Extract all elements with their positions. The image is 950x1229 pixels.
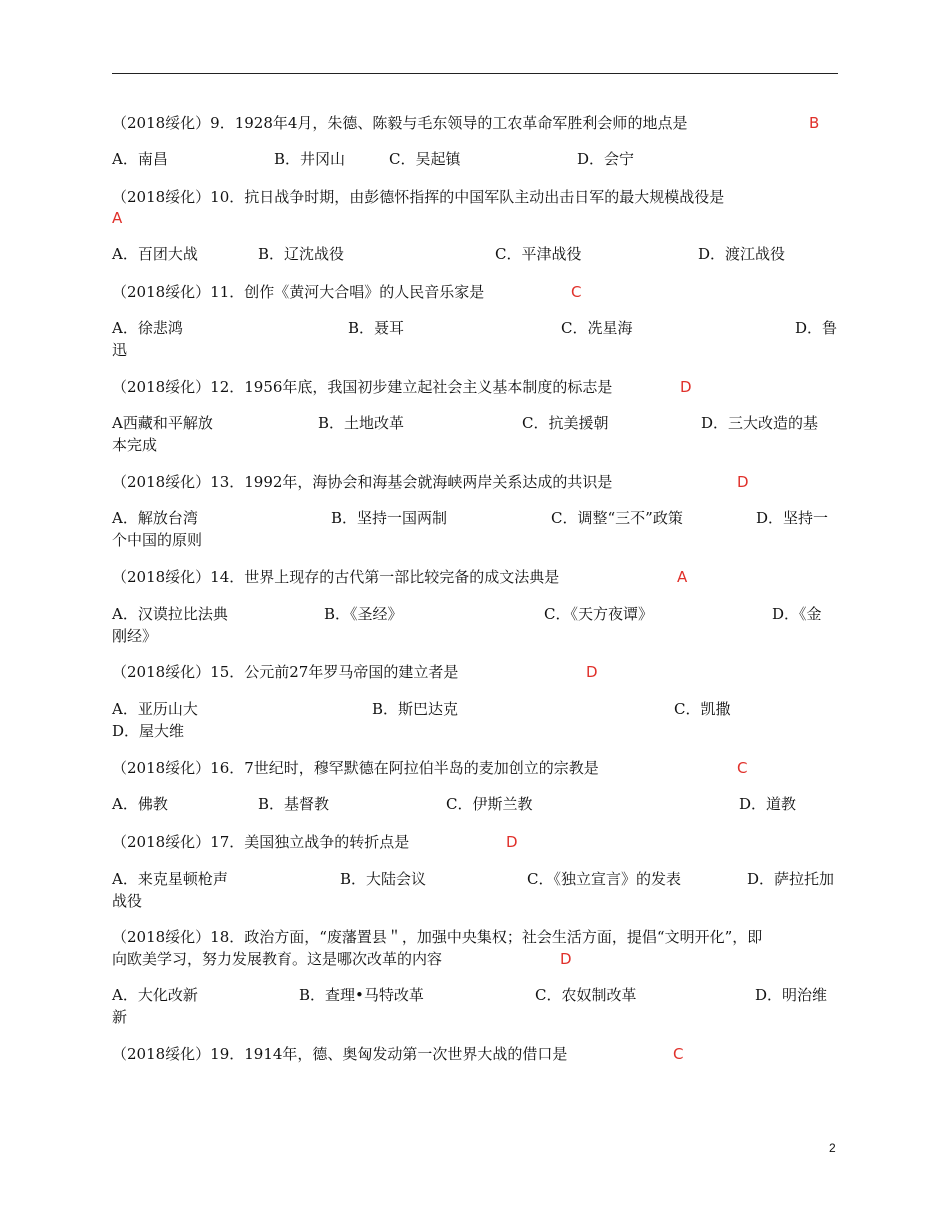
question-19-answer: C	[673, 1045, 684, 1063]
header-rule	[112, 73, 838, 74]
question-11-option-a: A．徐悲鸿	[112, 319, 183, 337]
question-15-stem: （2018绥化）15．公元前27年罗马帝国的建立者是	[112, 663, 459, 681]
question-17-option-d: D．萨拉托加	[747, 870, 835, 888]
question-14-option-a: A．汉谟拉比法典	[112, 605, 228, 623]
question-10-option-a: A．百团大战	[112, 245, 198, 263]
question-18-option-d: D．明治维	[755, 986, 828, 1004]
question-18-stem-cont: 向欧美学习，努力发展教育。这是哪次改革的内容	[112, 950, 443, 968]
question-18-option-d-cont: 新	[112, 1008, 128, 1026]
question-13-option-c: C．调整“三不”政策	[551, 509, 683, 527]
question-12-option-b: B．土地改革	[318, 414, 405, 432]
question-10-option-d: D．渡江战役	[698, 245, 786, 263]
question-16-option-b: B．基督教	[258, 795, 330, 813]
question-11-answer: C	[571, 283, 582, 301]
question-17-answer: D	[506, 833, 518, 851]
question-10-stem: （2018绥化）10．抗日战争时期，由彭德怀指挥的中国军队主动出击日军的最大规模战役是	[112, 188, 725, 206]
question-14-answer: A	[677, 568, 688, 586]
question-14-option-c: C．《天方夜谭》	[544, 605, 653, 623]
question-15-option-a: A．亚历山大	[112, 700, 198, 718]
question-12-answer: D	[680, 378, 692, 396]
question-17-option-d-cont: 战役	[112, 892, 143, 910]
question-11-option-d-cont: 迅	[112, 341, 128, 359]
question-16-option-a: A．佛教	[112, 795, 168, 813]
question-18-stem: （2018绥化）18．政治方面，“废藩置县＂，加强中央集权；社会生活方面，提倡“文明开化”，即	[112, 928, 763, 946]
question-13-option-a: A．解放台湾	[112, 509, 198, 527]
question-13-stem: （2018绥化）13．1992年，海协会和海基会就海峡两岸关系达成的共识是	[112, 473, 613, 491]
question-11-option-b: B．聂耳	[348, 319, 405, 337]
question-12-option-a: A西藏和平解放	[112, 414, 213, 432]
question-17-option-b: B．大陆会议	[340, 870, 427, 888]
question-15-answer: D	[586, 663, 598, 681]
question-14-option-b: B．《圣经》	[324, 605, 403, 623]
question-9-option-d: D．会宁	[577, 150, 635, 168]
question-10-answer: A	[112, 209, 123, 227]
question-14-option-d: D．《金	[772, 605, 822, 623]
question-16-stem: （2018绥化）16．7世纪时，穆罕默德在阿拉伯半岛的麦加创立的宗教是	[112, 759, 599, 777]
question-9-stem: （2018绥化）9．1928年4月，朱德、陈毅与毛东领导的工农革命军胜利会师的地点是	[112, 114, 688, 132]
question-15-option-b: B．斯巴达克	[372, 700, 459, 718]
question-10-option-b: B．辽沈战役	[258, 245, 345, 263]
question-17-option-a: A．来克星顿枪声	[112, 870, 228, 888]
question-12-stem: （2018绥化）12．1956年底，我国初步建立起社会主义基本制度的标志是	[112, 378, 613, 396]
question-13-option-d-cont: 个中国的原则	[112, 531, 203, 549]
question-14-stem: （2018绥化）14．世界上现存的古代第一部比较完备的成文法典是	[112, 568, 560, 586]
question-18-answer: D	[560, 950, 572, 968]
question-11-option-d: D．鲁	[795, 319, 838, 337]
question-16-option-d: D．道教	[739, 795, 797, 813]
question-13-option-d: D．坚持一	[756, 509, 829, 527]
question-9-option-a: A．南昌	[112, 150, 168, 168]
question-12-option-c: C．抗美援朝	[522, 414, 609, 432]
question-11-stem: （2018绥化）11．创作《黄河大合唱》的人民音乐家是	[112, 283, 485, 301]
question-9-option-c: C．吴起镇	[389, 150, 461, 168]
question-14-option-d-cont: 刚经》	[112, 627, 158, 645]
question-15-option-c: C．凯撒	[674, 700, 731, 718]
question-19-stem: （2018绥化）19．1914年，德、奥匈发动第一次世界大战的借口是	[112, 1045, 568, 1063]
question-18-option-a: A．大化改新	[112, 986, 198, 1004]
question-18-option-c: C．农奴制改革	[535, 986, 637, 1004]
question-17-stem: （2018绥化）17．美国独立战争的转折点是	[112, 833, 410, 851]
question-9-option-b: B．井冈山	[274, 150, 346, 168]
question-11-option-c: C．冼星海	[561, 319, 633, 337]
question-9-answer: B	[809, 114, 820, 132]
question-10-option-c: C．平津战役	[495, 245, 582, 263]
question-12-option-d: D．三大改造的基	[701, 414, 819, 432]
question-12-option-d-cont: 本完成	[112, 436, 158, 454]
question-13-option-b: B．坚持一国两制	[331, 509, 448, 527]
page-number: 2	[829, 1141, 836, 1155]
question-13-answer: D	[737, 473, 749, 491]
question-15-option-d: D．屋大维	[112, 722, 185, 740]
question-17-option-c: C．《独立宣言》的发表	[527, 870, 681, 888]
question-16-option-c: C．伊斯兰教	[446, 795, 533, 813]
question-16-answer: C	[737, 759, 748, 777]
question-18-option-b: B．查理•马特改革	[299, 986, 424, 1004]
